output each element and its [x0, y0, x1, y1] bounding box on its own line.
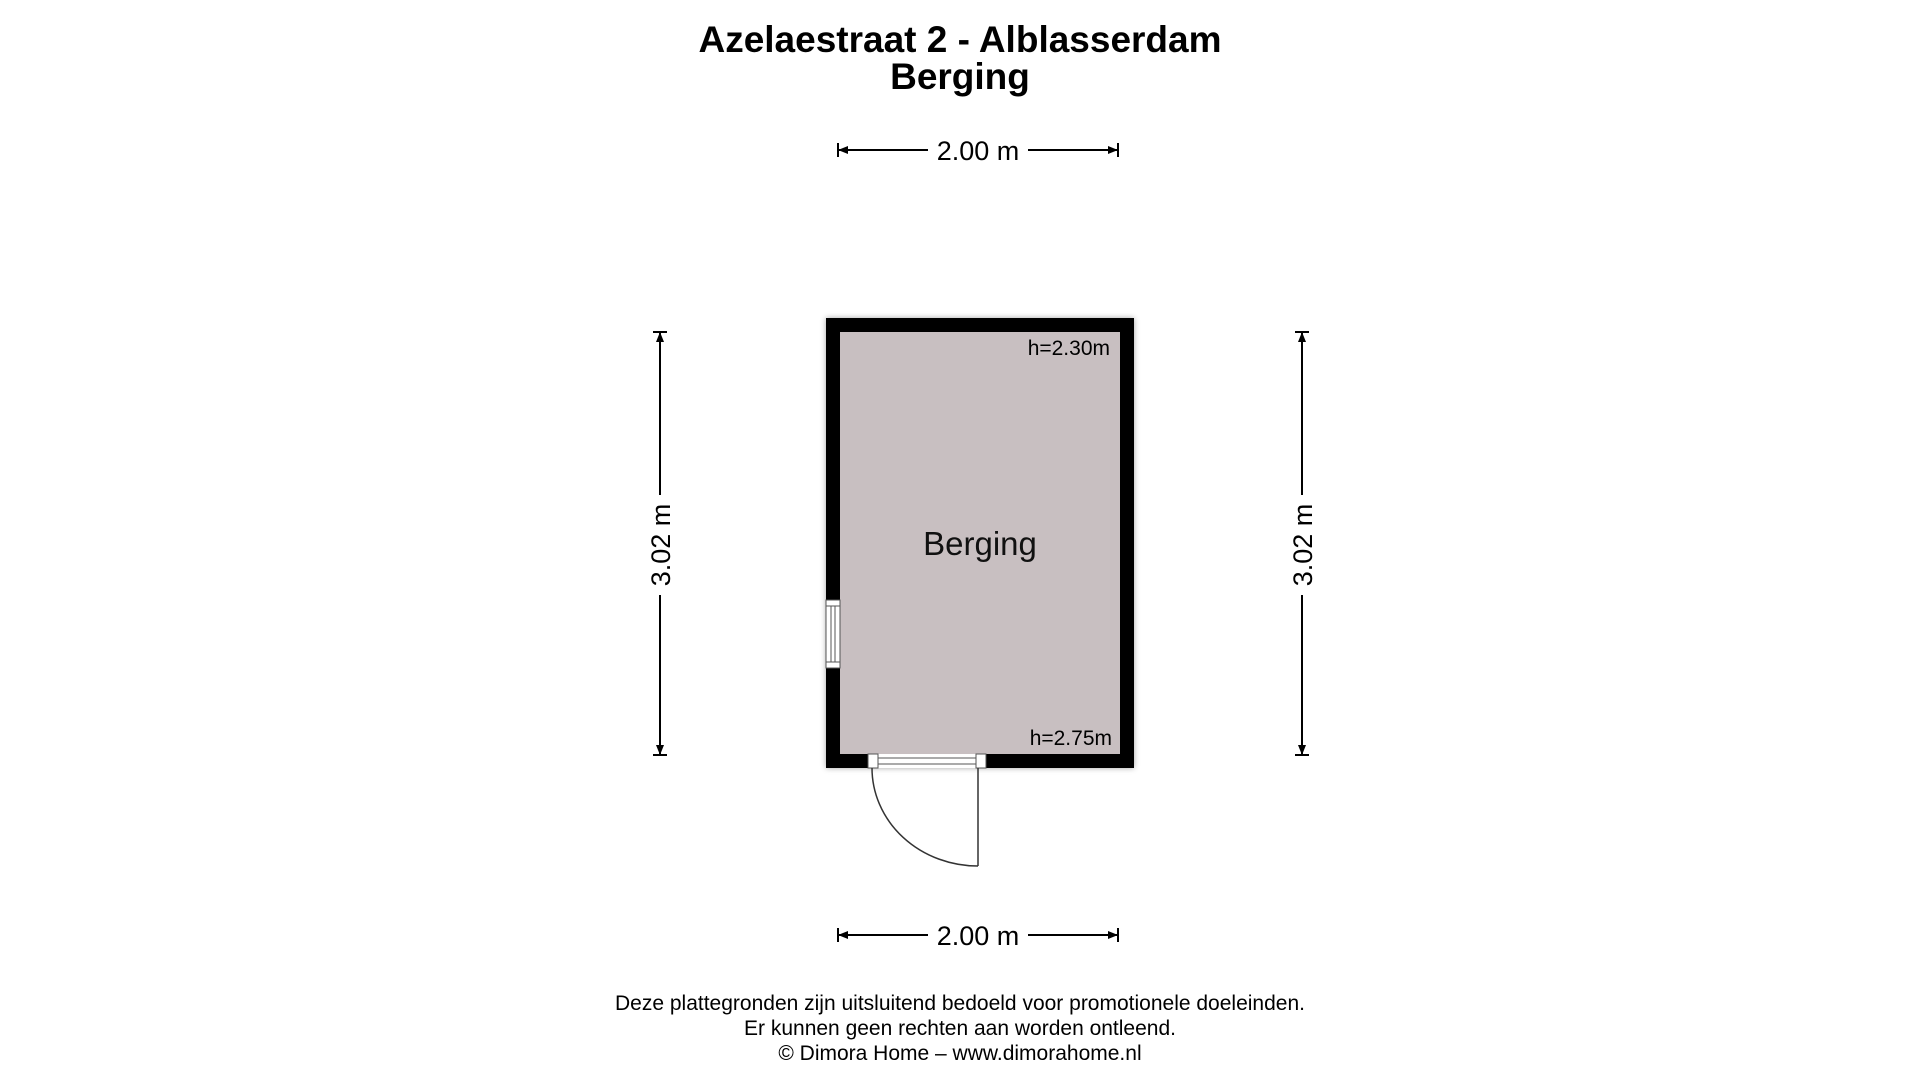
window [826, 600, 840, 668]
disclaimer-line-2: Er kunnen geen rechten aan worden ontleend. [744, 1017, 1176, 1040]
dimension-bottom [838, 921, 1118, 951]
door [868, 754, 986, 866]
door-swing-arc [872, 768, 978, 866]
page-subtitle: Berging [890, 56, 1030, 97]
dimension-left [646, 332, 676, 755]
dimension-right [1288, 332, 1318, 755]
page-title: Azelaestraat 2 - Alblasserdam [698, 19, 1222, 60]
room-label: Berging [923, 525, 1037, 562]
copyright-text: © Dimora Home – www.dimorahome.nl [778, 1042, 1142, 1065]
disclaimer-line-1: Deze plattegronden zijn uitsluitend bedoeld voor promotionele doeleinden. [615, 992, 1305, 1015]
ceiling-height-bottom: h=2.75m [1029, 727, 1112, 750]
dimension-bottom-label: 2.00 m [936, 921, 1020, 951]
ceiling-height-top: h=2.30m [1027, 337, 1110, 360]
dimension-right-label: 3.02 m [1288, 503, 1318, 587]
room-berging [826, 318, 1134, 866]
dimension-left-label: 3.02 m [646, 503, 676, 587]
dimension-top-label: 2.00 m [936, 136, 1020, 166]
dimension-top [838, 136, 1118, 166]
